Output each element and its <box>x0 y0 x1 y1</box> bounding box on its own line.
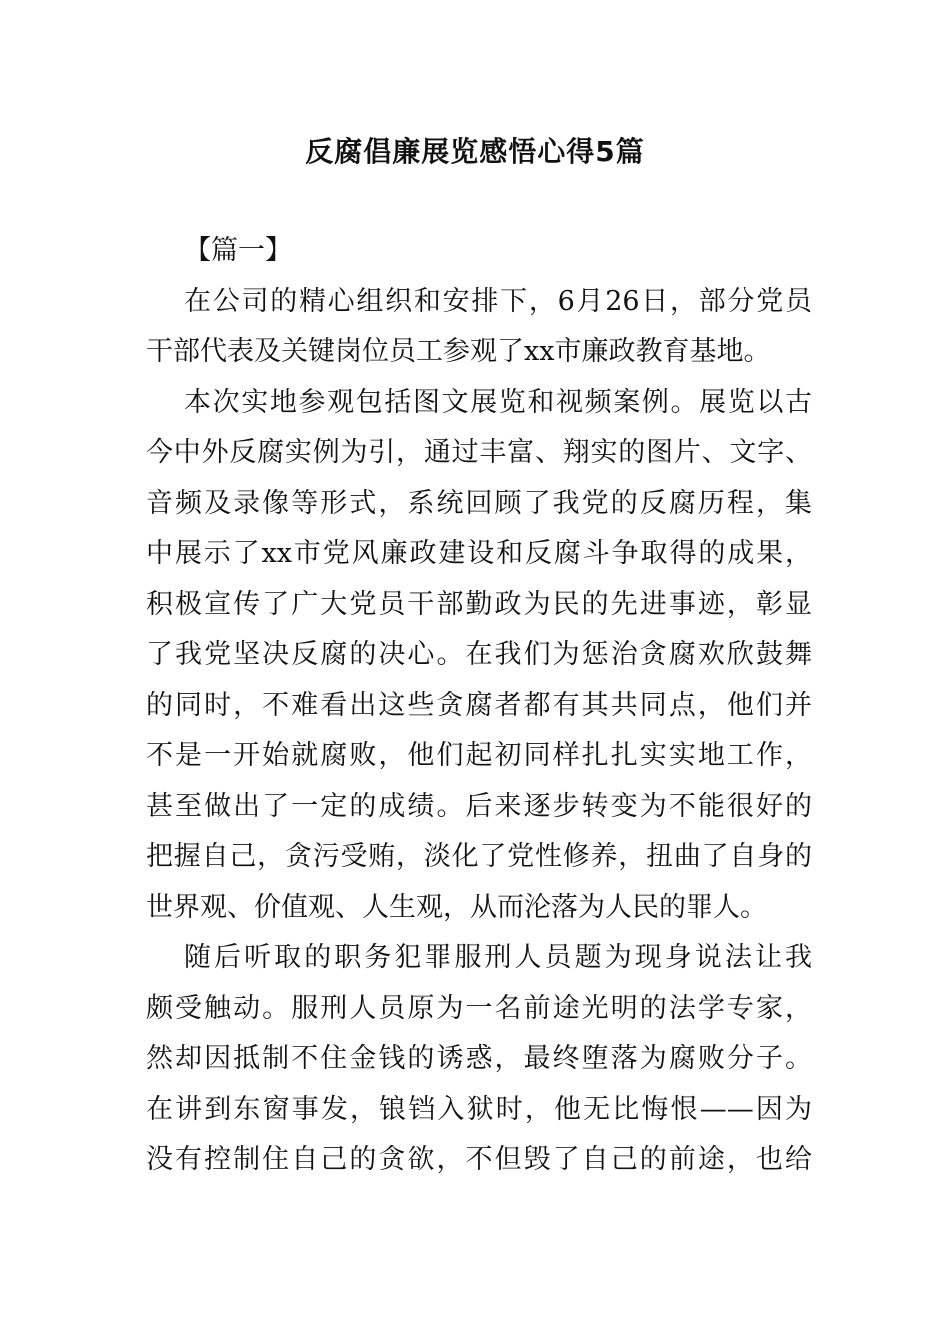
text-line: 今中外反腐实例为引，通过丰富、翔实的图片、文字、 <box>146 437 812 468</box>
document-title: 反腐倡廉展览感悟心得5篇 <box>305 135 645 168</box>
text-line: 没有控制住自己的贪欲，不但毁了自己的前途，也给 <box>146 1144 812 1175</box>
text-line: 甚至做出了一定的成绩。后来逐步转变为不能很好的 <box>146 790 812 822</box>
text-line: 本次实地参观包括图文展览和视频案例。展览以古 <box>184 386 812 418</box>
text-line: 然却因抵制不住金钱的诱惑，最终堕落为腐败分子。 <box>146 1043 812 1074</box>
text-line: 中展示了xx市党风廉政建设和反腐斗争取得的成果， <box>146 538 812 569</box>
text-line: 的同时，不难看出这些贪腐者都有其共同点，他们并 <box>146 689 812 721</box>
text-line: 积极宣传了广大党员干部勤政为民的先进事迹，彰显 <box>146 588 812 620</box>
text-line: 把握自己，贪污受贿，淡化了党性修养，扭曲了自身的 <box>146 841 812 872</box>
text-line: 随后听取的职务犯罪服刑人员题为现身说法让我 <box>184 942 812 973</box>
text-line: 颇受触动。服刑人员原为一名前途光明的法学专家， <box>146 992 812 1024</box>
section-heading: 【篇一】 <box>184 235 292 266</box>
text-line: 世界观、价值观、人生观，从而沦落为人民的罪人。 <box>146 891 767 923</box>
text-line: 不是一开始就腐败，他们起初同样扎扎实实地工作， <box>146 740 812 771</box>
text-line: 了我党坚决反腐的决心。在我们为惩治贪腐欢欣鼓舞 <box>146 639 812 670</box>
paragraph-lines <box>146 277 812 1186</box>
text-line: 干部代表及关键岗位员工参观了xx市廉政教育基地。 <box>146 336 771 367</box>
text-line: 在公司的精心组织和安排下，6月26日，部分党员 <box>184 285 812 317</box>
text-line: 在讲到东窗事发，锒铛入狱时，他无比悔恨——因为 <box>146 1093 812 1125</box>
text-line: 音频及录像等形式，系统回顾了我党的反腐历程，集 <box>146 487 812 519</box>
document-body <box>146 226 812 1186</box>
